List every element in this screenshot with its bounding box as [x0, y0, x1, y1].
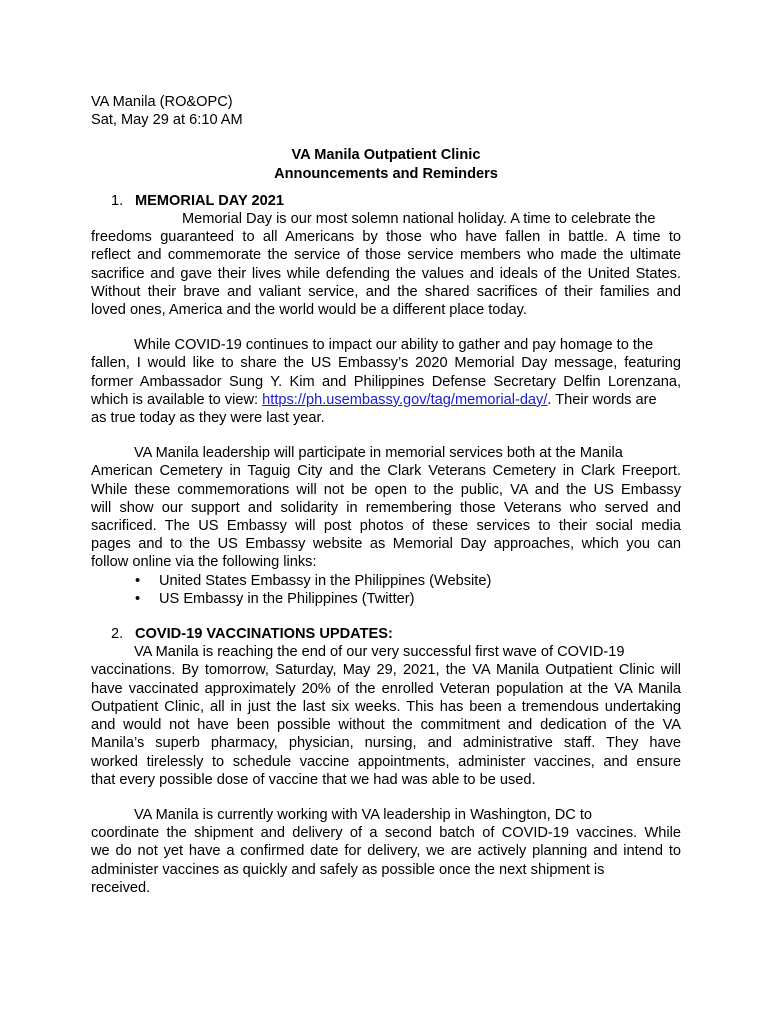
section-number: 2.	[111, 626, 124, 643]
text-line: worked tirelessly to schedule vaccine appointments, administer vaccines, and ensure	[91, 753, 681, 770]
section-covid-vaccinations	[91, 625, 681, 897]
text-line: sacrifice and gave their lives while defending the values and ideals of the United States.	[91, 265, 681, 282]
text-line: Without their brave and valiant service, and the shared sacrifices of their families and	[91, 283, 681, 300]
text-line: VA Manila is currently working with VA leadership in Washington, DC to	[134, 806, 593, 823]
section-memorial-day	[91, 192, 681, 608]
document-page	[91, 93, 681, 914]
text-line: Memorial Day is our most solemn national holiday. A time to celebrate the	[182, 211, 656, 228]
section-heading	[91, 625, 681, 643]
paragraph	[91, 336, 681, 427]
timestamp: Sat, May 29 at 6:10 AM	[91, 112, 243, 129]
text-line: fallen, I would like to share the US Embassy’s 2020 Memorial Day message, featuring	[91, 355, 681, 372]
paragraph	[91, 643, 681, 789]
text-line: and would not have been possible without the commitment and dedication of the VA	[91, 717, 681, 734]
text-line: VA Manila is reaching the end of our very successful first wave of COVID-19	[134, 644, 625, 661]
paragraph	[91, 806, 681, 897]
office-name: VA Manila (RO&OPC)	[91, 94, 233, 110]
list-item	[91, 590, 681, 608]
title-line-1: VA Manila Outpatient Clinic	[291, 147, 481, 164]
text-line: While COVID-19 continues to impact our ability to gather and pay homage to the	[134, 337, 654, 354]
list-item-text: United States Embassy in the Philippines (Website)	[159, 572, 492, 589]
text-line: received.	[91, 879, 151, 896]
bullet-icon: •	[135, 572, 141, 589]
link-prefix: which is available to view:	[91, 391, 263, 408]
text-line: loved ones, America and the world would be a different place today.	[91, 302, 527, 319]
text-line: Outpatient Clinic, all in just the last six weeks. This has been a tremendous undertaking	[91, 698, 681, 715]
text-line: administer vaccines as quickly and safely as possible once the next shipment is	[91, 861, 605, 878]
text-line: sacrificed. The US Embassy will post photos of these services to their social media	[91, 518, 681, 535]
section-heading	[91, 192, 681, 210]
text-line: that every possible dose of vaccine that we had was able to be used.	[91, 771, 536, 788]
document-header	[91, 93, 681, 129]
list-item-text: US Embassy in the Philippines (Twitter)	[159, 590, 415, 607]
document-title	[91, 146, 681, 182]
text-line: have vaccinated approximately 20% of the enrolled Veteran population at the VA Manila	[91, 680, 681, 697]
link-suffix: . Their words are	[547, 391, 657, 408]
text-line: former Ambassador Sung Y. Kim and Philippines Defense Secretary Delfin Lorenzana,	[91, 373, 681, 390]
memorial-day-link[interactable]: https://ph.usembassy.gov/tag/memorial-day/	[262, 391, 548, 408]
section-title: MEMORIAL DAY 2021	[135, 192, 284, 209]
text-line: we do not yet have a confirmed date for delivery, we are actively planning and intend to	[91, 843, 681, 860]
text-line: reflect and commemorate the service of those service members who made the ultimate	[91, 247, 681, 264]
text-line: While these commemorations will not be open to the public, VA and the US Embassy	[91, 481, 681, 498]
section-number: 1.	[111, 192, 124, 209]
text-line: as true today as they were last year.	[91, 410, 325, 427]
text-line: American Cemetery in Taguig City and the Clark Veterans Cemetery in Clark Freeport.	[91, 463, 681, 480]
list-item	[91, 572, 681, 590]
section-title: COVID-19 VACCINATIONS UPDATES:	[135, 626, 393, 643]
text-line-with-link	[91, 391, 681, 409]
text-line: VA Manila leadership will participate in memorial services both at the Manila	[134, 445, 623, 462]
text-line: freedoms guaranteed to all Americans by those who have fallen in battle. A time to	[91, 229, 681, 246]
text-line: Manila’s superb pharmacy, physician, nursing, and administrative staff. They have	[91, 735, 681, 752]
text-line: vaccinations. By tomorrow, Saturday, May 29, 2021, the VA Manila Outpatient Clinic will	[91, 662, 681, 679]
text-line: coordinate the shipment and delivery of a second batch of COVID-19 vaccines. While	[91, 825, 681, 842]
link-list	[91, 572, 681, 608]
text-line: follow online via the following links:	[91, 554, 317, 571]
text-line: will show our support and solidarity in remembering those Veterans who served and	[91, 499, 681, 516]
paragraph	[91, 444, 681, 571]
paragraph	[91, 210, 681, 319]
title-line-2: Announcements and Reminders	[274, 165, 498, 182]
bullet-icon: •	[135, 590, 141, 607]
text-line: pages and to the US Embassy website as Memorial Day approaches, which you can	[91, 536, 681, 553]
